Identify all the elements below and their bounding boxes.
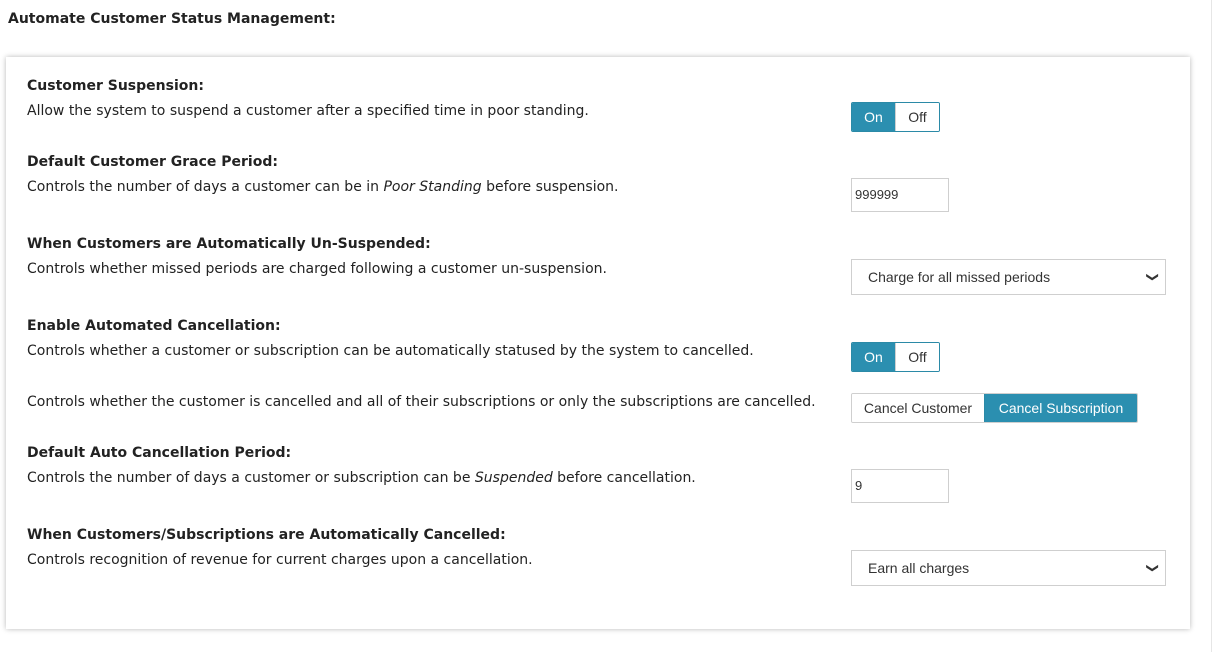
grace-period-input[interactable]: 999999 xyxy=(851,178,949,212)
settings-panel xyxy=(6,57,1190,629)
suspension-label: Customer Suspension: xyxy=(27,78,204,94)
cancel-revenue-select[interactable] xyxy=(851,550,1166,586)
unsuspend-description: Controls whether missed periods are charged following a customer un-suspension. xyxy=(27,261,607,277)
cancel-period-label: Default Auto Cancellation Period: xyxy=(27,445,292,461)
suspension-toggle[interactable] xyxy=(851,102,940,132)
cancel-scope-toggle[interactable] xyxy=(851,393,1138,423)
auto-cancel-toggle[interactable] xyxy=(851,342,940,372)
page-title: Automate Customer Status Management: xyxy=(8,11,336,27)
auto-cancel-on-button[interactable]: On xyxy=(852,343,895,371)
suspension-description: Allow the system to suspend a customer after a specified time in poor standing. xyxy=(27,103,589,119)
grace-period-description: Controls the number of days a customer can be in Poor Standing before suspension. xyxy=(27,179,619,195)
suspension-off-button[interactable]: Off xyxy=(895,103,939,131)
suspension-on-button[interactable]: On xyxy=(852,103,895,131)
cancel-revenue-label: When Customers/Subscriptions are Automatically Cancelled: xyxy=(27,527,506,543)
chevron-down-icon: ❯ xyxy=(1145,562,1160,574)
chevron-down-icon: ❯ xyxy=(1145,271,1160,283)
cancel-period-description: Controls the number of days a customer or subscription can be Suspended before cancellation. xyxy=(27,470,696,486)
divider xyxy=(1211,0,1212,652)
unsuspend-select[interactable] xyxy=(851,259,1166,295)
cancel-scope-description: Controls whether the customer is cancelled and all of their subscriptions or only the subscriptions are cancelled. xyxy=(27,394,816,410)
unsuspend-label: When Customers are Automatically Un-Suspended: xyxy=(27,236,431,252)
auto-cancel-label: Enable Automated Cancellation: xyxy=(27,318,281,334)
cancel-revenue-selected-value: Earn all charges xyxy=(868,560,970,576)
cancel-revenue-description: Controls recognition of revenue for current charges upon a cancellation. xyxy=(27,552,533,568)
auto-cancel-description: Controls whether a customer or subscription can be automatically statused by the system to cancelled. xyxy=(27,343,754,359)
unsuspend-selected-value: Charge for all missed periods xyxy=(868,269,1051,285)
cancel-subscription-button[interactable]: Cancel Subscription xyxy=(984,394,1137,422)
grace-period-label: Default Customer Grace Period: xyxy=(27,154,278,170)
auto-cancel-off-button[interactable]: Off xyxy=(895,343,939,371)
cancel-customer-button[interactable]: Cancel Customer xyxy=(852,394,984,422)
cancel-period-input[interactable]: 9 xyxy=(851,469,949,503)
